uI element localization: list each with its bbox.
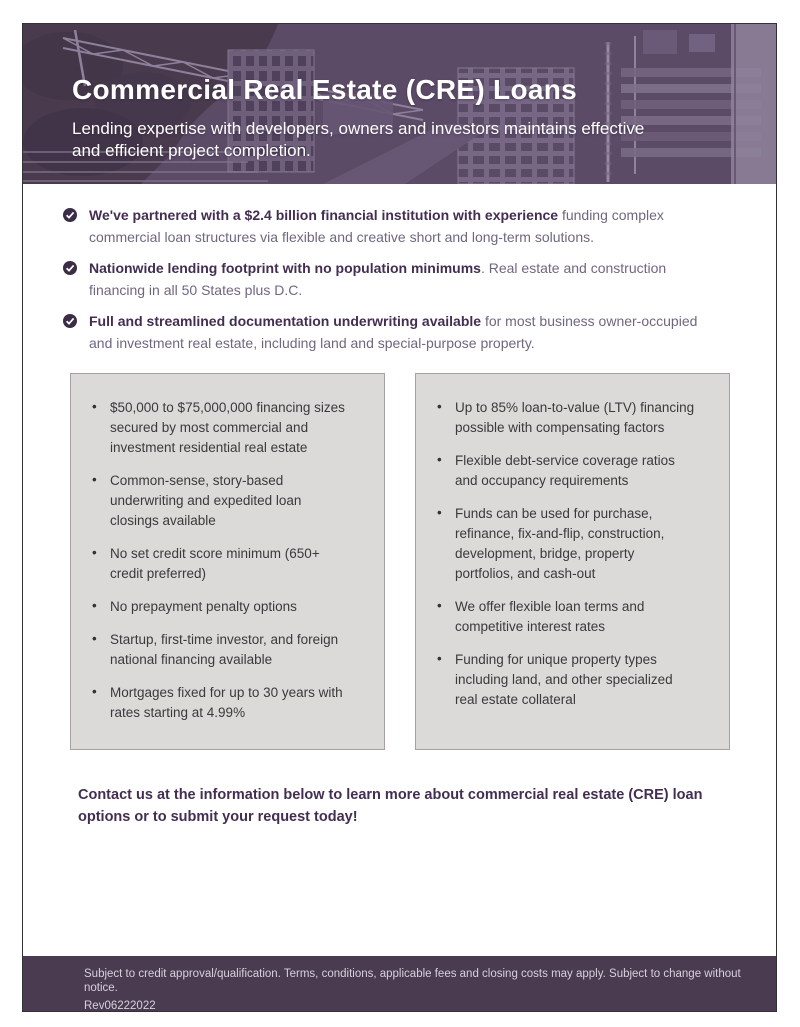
hero-text-block <box>23 24 776 162</box>
feature-list-right <box>432 398 719 710</box>
highlight-rest: . Real estate and construction financing in all 50 States plus D.C. <box>89 260 667 298</box>
highlight-bold: Nationwide lending footprint with no population minimums <box>89 260 481 276</box>
list-item: • Funding for unique property types including land, and other specialized real estate collateral <box>432 650 719 710</box>
check-circle-icon <box>63 261 77 275</box>
list-item: • Funds can be used for purchase, refinance, fix-and-flip, construction, development, bridge, property portfolios, and cash-out <box>432 504 719 584</box>
document-frame <box>22 23 777 1012</box>
list-item: • Up to 85% loan-to-value (LTV) financing possible with compensating factors <box>432 398 719 438</box>
footer-bar <box>23 956 776 1011</box>
list-item: • Common-sense, story-based underwriting and expedited loan closings available <box>87 471 374 531</box>
highlight-rest: for most business owner-occupied and investment real estate, including land and special-purpose property. <box>89 313 698 351</box>
list-item: • We offer flexible loan terms and competitive interest rates <box>432 597 719 637</box>
feature-boxes <box>70 373 776 750</box>
feature-list-left <box>87 398 374 723</box>
highlight-item <box>63 204 746 248</box>
contact-cta: Contact us at the information below to learn more about commercial real estate (CRE) loan options or to submit your request today! <box>78 787 703 825</box>
hero-banner <box>23 24 776 184</box>
highlight-item <box>63 257 746 301</box>
list-item: • No prepayment penalty options <box>87 597 374 617</box>
feature-box-left <box>70 373 385 750</box>
check-circle-icon <box>63 208 77 222</box>
check-circle-icon <box>63 314 77 328</box>
list-item: • Startup, first-time investor, and foreign national financing available <box>87 630 374 670</box>
page-title: Commercial Real Estate (CRE) Loans <box>72 74 578 105</box>
highlight-rest: funding complex commercial loan structures via flexible and creative short and long-term solutions. <box>89 207 664 245</box>
highlights-section <box>23 184 776 354</box>
highlight-text <box>89 204 664 248</box>
list-item: • $50,000 to $75,000,000 financing sizes secured by most commercial and investment residential real estate <box>87 398 374 458</box>
list-item: • No set credit score minimum (650+ credit preferred) <box>87 544 374 584</box>
footer-disclaimer: Subject to credit approval/qualification. Terms, conditions, applicable fees and closing costs may apply. Subject to change without notice. <box>84 968 741 994</box>
highlight-item <box>63 310 746 354</box>
feature-box-right <box>415 373 730 750</box>
page-subtitle: Lending expertise with developers, owners and investors maintains effective and efficient project completion. <box>72 119 645 160</box>
footer-revision: Rev06222022 <box>84 1000 156 1012</box>
highlight-bold: We've partnered with a $2.4 billion financial institution with experience <box>89 207 559 223</box>
list-item: • Flexible debt-service coverage ratios and occupancy requirements <box>432 451 719 491</box>
list-item: • Mortgages fixed for up to 30 years with rates starting at 4.99% <box>87 683 374 723</box>
highlight-text <box>89 310 697 354</box>
highlight-bold: Full and streamlined documentation underwriting available <box>89 313 482 329</box>
highlight-text <box>89 257 666 301</box>
